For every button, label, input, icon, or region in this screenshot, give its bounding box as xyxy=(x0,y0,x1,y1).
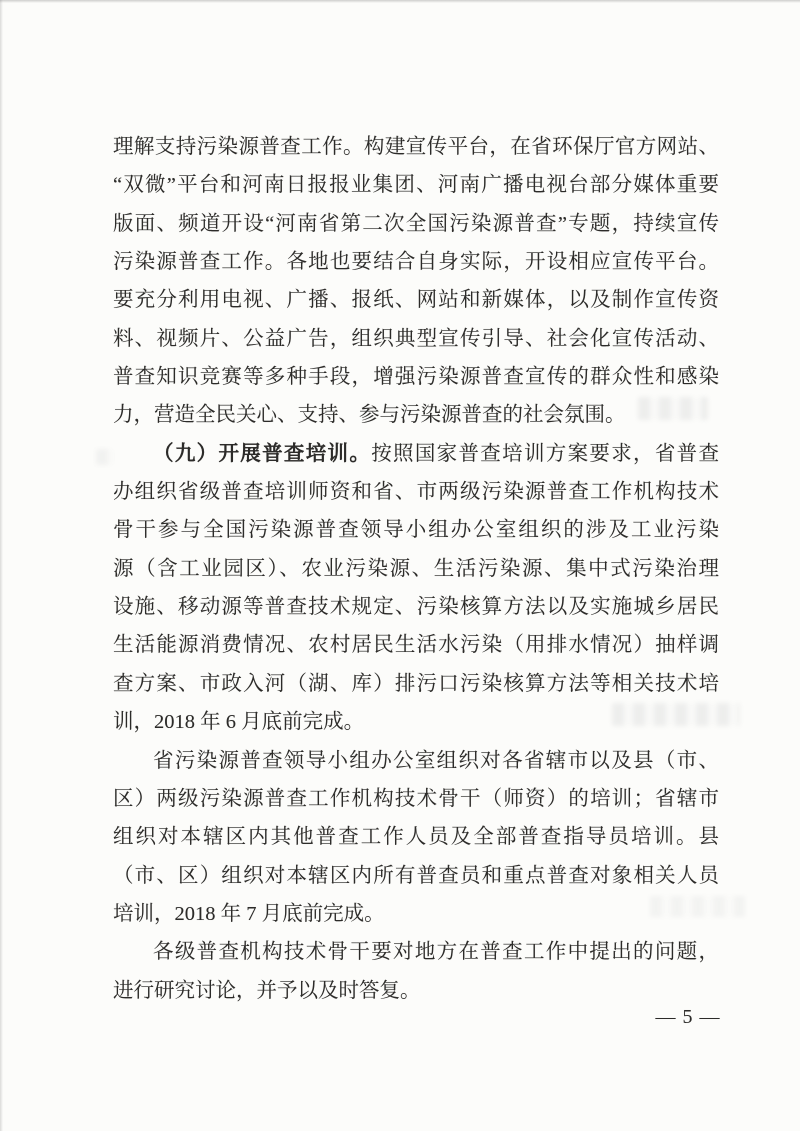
section-heading-bold: （九）开展普查培训。 xyxy=(153,442,372,465)
text-line: 进行研究讨论，并予以及时答复。 xyxy=(113,979,421,1002)
text-line: 生活能源消费情况、农村居民生活水污染（用排水情况）抽样调 xyxy=(113,634,719,657)
page-number: — 5 — xyxy=(655,1006,721,1028)
text-line: 组织对本辖区内其他普查工作人员及全部普查指导员培训。县 xyxy=(113,826,719,849)
text-line: 训，2018 年 6 月底前完成。 xyxy=(113,711,365,734)
bleed-through-artifact xyxy=(612,703,740,726)
bleed-through-artifact xyxy=(96,449,114,465)
text-line: 源（含工业园区）、农业污染源、生活污染源、集中式污染治理 xyxy=(113,557,719,580)
text-line: 理解支持污染源普查工作。构建宣传平台，在省环保厅官方网站、 xyxy=(113,136,719,158)
body-text xyxy=(113,128,719,1010)
text-line: 普查知识竞赛等多种手段，增强污染源普查宣传的群众性和感染 xyxy=(113,366,719,389)
text-line: 设施、移动源等普查技术规定、污染核算方法以及实施城乡居民 xyxy=(113,596,719,619)
scan-edge-left xyxy=(0,0,3,1131)
scan-edge-top xyxy=(0,0,800,3)
text-line: 区）两级污染源普查工作机构技术骨干（师资）的培训；省辖市 xyxy=(113,787,719,810)
text-line: 骨干参与全国污染源普查领导小组办公室组织的涉及工业污染 xyxy=(113,519,719,542)
text-line: 查方案、市政入河（湖、库）排污口污染核算方法等相关技术培 xyxy=(113,672,719,695)
text-line: 版面、频道开设“河南省第二次全国污染源普查”专题，持续宣传 xyxy=(113,212,719,235)
text-line: （市、区）组织对本辖区内所有普查员和重点普查对象相关人员 xyxy=(113,864,719,887)
text-line: 省污染源普查领导小组办公室组织对各省辖市以及县（市、 xyxy=(153,749,719,772)
text-line: 料、视频片、公益广告，组织典型宣传引导、社会化宣传活动、 xyxy=(113,327,719,350)
bleed-through-artifact xyxy=(638,397,708,420)
text-line: 培训，2018 年 7 月底前完成。 xyxy=(113,902,385,925)
text-line: 污染源普查工作。各地也要结合自身实际，开设相应宣传平台。 xyxy=(113,251,719,274)
text-line: 办组织省级普查培训师资和省、市两级污染源普查工作机构技术 xyxy=(113,481,719,504)
section-heading-rest: 按照国家普查培训方案要求，省普查 xyxy=(371,442,719,465)
text-line: “双微”平台和河南日报报业集团、河南广播电视台部分媒体重要 xyxy=(113,174,719,197)
bleed-through-artifact xyxy=(650,896,745,917)
text-line: 力，营造全民关心、支持、参与污染源普查的社会氛围。 xyxy=(113,404,626,427)
text-line-section-heading xyxy=(113,435,719,473)
text-line: 要充分利用电视、广播、报纸、网站和新媒体，以及制作宣传资 xyxy=(113,289,719,312)
text-line: 各级普查机构技术骨干要对地方在普查工作中提出的问题， xyxy=(153,941,719,964)
